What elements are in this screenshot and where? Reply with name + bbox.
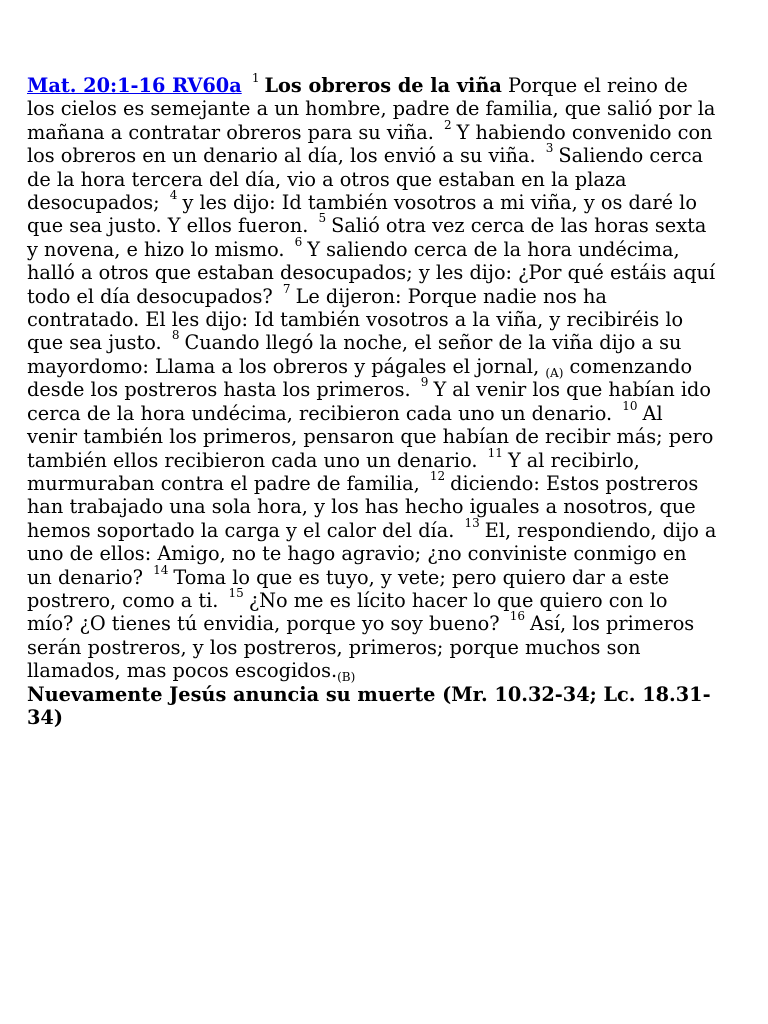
verse-number: 7: [282, 281, 291, 296]
verse-number: 2: [444, 117, 452, 132]
verse-number: 1: [251, 71, 260, 85]
verse-number: 3: [545, 141, 554, 156]
verse-text: y les dijo: Id también vosotros a mi viña, y os daré lo que sea justo. Y ellos fueron.: [27, 191, 697, 238]
verse-number: 10: [622, 398, 638, 413]
verse-text: ¿No me es lícito hacer lo que quiero con lo mío? ¿O tienes tú envidia, porque yo soy bueno?: [27, 588, 668, 636]
reference-link[interactable]: Mat. 20:1-16 RV60a: [27, 74, 242, 97]
verse-text: Le dijeron: Porque nadie nos ha contratado. El les dijo: Id también vosotros a la viña, y recibiréis lo que sea justo.: [27, 284, 684, 355]
verse-number: 4: [169, 188, 178, 203]
verse-text: Cuando llegó la noche, el señor de la viña dijo a su mayordomo: Llama a los obreros y págales el jornal,: [27, 331, 682, 378]
verse-text: El, respondiendo, dijo a uno de ellos: Amigo, no te hago agravio; ¿no conviniste conmigo en un denario?: [27, 518, 717, 589]
verse-number: 14: [153, 562, 169, 577]
verse-number: 8: [171, 328, 180, 343]
verse-text: Salió otra vez cerca de las horas sexta y novena, e hizo lo mismo.: [27, 214, 707, 261]
verse-text: Así, los primeros serán postreros, y los postreros, primeros; porque muchos son llamados, mas pocos escogidos.: [27, 612, 695, 683]
verse-number: 9: [420, 375, 429, 390]
cross-reference-marker[interactable]: (B): [337, 670, 356, 685]
verse-text: Porque el reino de los cielos es semejante a un hombre, padre de familia, que salió por la mañana a contratar obreros para su viña.: [27, 74, 716, 144]
next-section-heading: Nuevamente Jesús anuncia su muerte (Mr. 10.32-34; Lc. 18.31-34): [27, 682, 711, 729]
passage-page: [27, 71, 717, 729]
verse-number: 11: [487, 445, 503, 460]
verse-text: Saliendo cerca de la hora tercera del día, vio a otros que estaban en la plaza desocupados;: [27, 144, 704, 215]
verse-text: Al venir también los primeros, pensaron que habían de recibir más; pero también ellos recibieron cada uno un denario.: [27, 401, 714, 472]
verse-text: comenzando desde los postreros hasta los primeros.: [27, 354, 693, 402]
verse-text: Toma lo que es tuyo, y vete; pero quiero dar a este postrero, como a ti.: [27, 565, 670, 612]
section-title: Los obreros de la viña: [264, 74, 502, 97]
passage-paragraph: [27, 71, 717, 685]
verse-number: 5: [318, 211, 327, 226]
verse-number: 13: [464, 515, 480, 530]
verse-number: 15: [228, 585, 244, 600]
verse-number: 16: [509, 609, 526, 624]
verse-number: 12: [429, 468, 446, 483]
verse-text: Y al recibirlo, murmuraban contra el padre de familia,: [27, 448, 640, 495]
verse-text: Y al venir los que habían ido cerca de la hora undécima, recibieron cada uno un denario.: [27, 378, 712, 425]
verse-text: diciendo: Estos postreros han trabajado una sola hora, y los has hecho iguales a nosotros, que hemos soportado la carga y el calor del día.: [27, 471, 699, 542]
verse-text: Y saliendo cerca de la hora undécima, halló a otros que estaban desocupados; y les dijo: ¿Por qué estáis aquí todo el día desocupados?: [27, 237, 716, 308]
cross-reference-marker[interactable]: (A): [545, 365, 564, 380]
verse-number: 6: [294, 234, 303, 249]
verse-text: Y habiendo convenido con los obreros en un denario al día, los envió a su viña.: [27, 120, 713, 168]
